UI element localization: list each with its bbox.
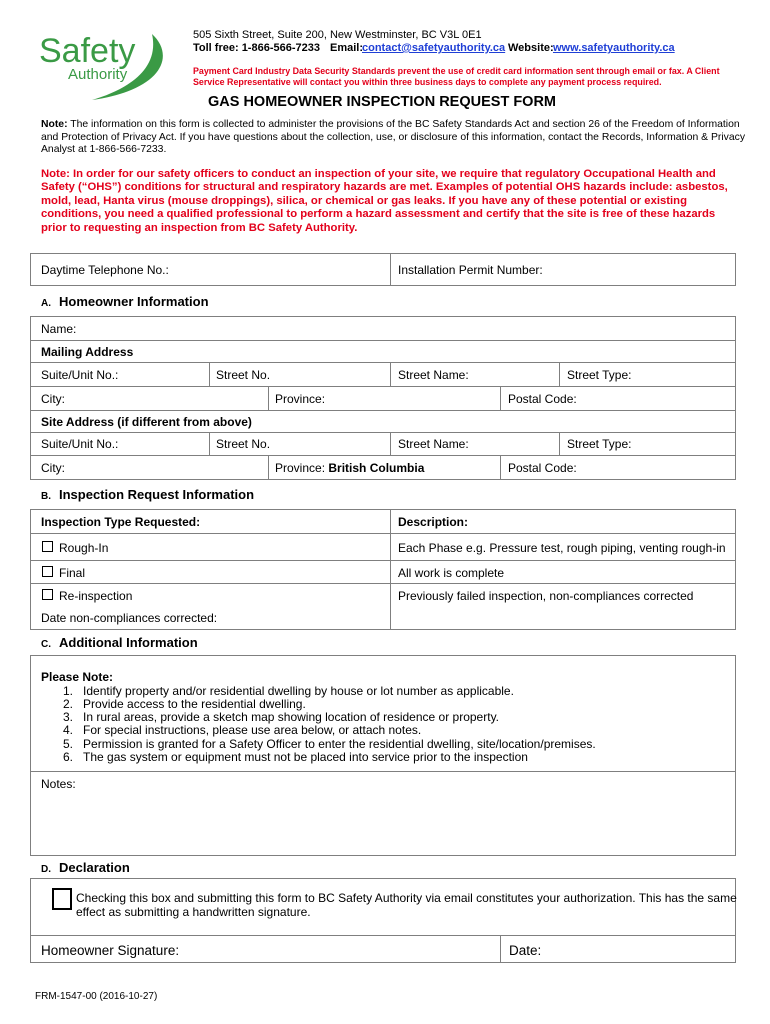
mailing-city-label[interactable]: City: <box>41 392 65 406</box>
privacy-note <box>41 119 746 157</box>
address-line: 505 Sixth Street, Suite 200, New Westminster, BC V3L 0E1 <box>193 29 482 41</box>
privacy-note-line2: and Protection of Privacy Act. If you have questions about the collection, use, or disclosure of this information, contact the Records, Information & Privacy <box>41 131 746 143</box>
declaration-checkbox[interactable] <box>52 888 72 910</box>
daytime-phone-field[interactable] <box>30 253 391 286</box>
section-b-title: Inspection Request Information <box>59 487 255 502</box>
notes-field-label[interactable]: Notes: <box>41 777 76 791</box>
site-province-field <box>275 461 424 475</box>
site-province-value: British Columbia <box>328 461 425 475</box>
site-street-no-label[interactable]: Street No. <box>216 437 271 451</box>
installation-permit-field[interactable] <box>390 253 736 286</box>
final-label: Final <box>59 566 86 580</box>
site-address-label: Site Address (if different from above) <box>41 415 252 429</box>
section-b-heading <box>41 487 254 502</box>
rough-in-description: Each Phase e.g. Pressure test, rough piping, venting rough-in <box>398 541 726 555</box>
section-d-letter: D. <box>41 864 51 875</box>
pci-notice-line1: Payment Card Industry Data Security Standards prevent the use of credit card information sent through email or fax. A Client <box>193 66 720 76</box>
rough-in-label: Rough-In <box>59 541 109 555</box>
ohs-note-line: Safety (“OHS”) conditions for structural and respiratory hazards are met. Examples of potential OHS hazards include: asbestos, <box>41 181 728 194</box>
ohs-note-line: mold, lead, Hanta virus (mouse droppings), silica, or chemical or gas leaks. If you have any of these potential or existing <box>41 194 687 207</box>
mailing-province-label[interactable]: Province: <box>275 392 326 406</box>
form-title: GAS HOMEOWNER INSPECTION REQUEST FORM <box>208 94 557 110</box>
site-postal-label[interactable]: Postal Code: <box>508 461 577 475</box>
mailing-street-type-label[interactable]: Street Type: <box>567 368 632 382</box>
section-c-letter: C. <box>41 639 51 650</box>
section-a-title: Homeowner Information <box>59 294 209 309</box>
section-a-letter: A. <box>41 298 51 309</box>
privacy-note-line1: The information on this form is collected to administer the provisions of the BC Safety Standards Act and section 26 of the Freedom of Information <box>67 119 740 130</box>
final-description: All work is complete <box>398 566 505 580</box>
site-street-type-label[interactable]: Street Type: <box>567 437 632 451</box>
mailing-postal-label[interactable]: Postal Code: <box>508 392 577 406</box>
site-street-name-label[interactable]: Street Name: <box>398 437 469 451</box>
installation-permit-label: Installation Permit Number: <box>398 263 543 277</box>
privacy-note-line3: Analyst at 1-866-566-7233. <box>41 144 167 155</box>
logo-word-authority: Authority <box>68 66 128 83</box>
ohs-note <box>41 168 741 235</box>
re-inspection-label: Re-inspection <box>59 589 133 603</box>
re-inspection-description: Previously failed inspection, non-compliances corrected <box>398 589 694 603</box>
mailing-street-no-label[interactable]: Street No. <box>216 368 271 382</box>
section-a-heading <box>41 294 209 309</box>
section-b-letter: B. <box>41 491 51 502</box>
section-d-heading <box>41 860 130 875</box>
note-item-5: 5. Permission is granted for a Safety Officer to enter the residential dwelling, site/location/premises. <box>63 737 596 751</box>
tollfree-line: Toll free: 1-866-566-7233 <box>193 42 320 54</box>
please-note-label: Please Note: <box>41 670 114 684</box>
ohs-note-line: Note: In order for our safety officers to conduct an inspection of your site, we require that regulatory Occupational Health and <box>41 168 716 180</box>
logo-word-safety: Safety <box>39 32 136 70</box>
pci-notice-line2: Service Representative will contact you within three business days to complete any payment process required. <box>193 77 662 87</box>
date-corrected-label[interactable]: Date non-compliances corrected: <box>41 611 218 625</box>
declaration-line1: Checking this box and submitting this form to BC Safety Authority via email constitutes your authorization. This has the same <box>76 891 737 905</box>
note-item-4: 4. For special instructions, please use area below, or attach notes. <box>63 723 422 737</box>
homeowner-signature-label[interactable]: Homeowner Signature: <box>41 943 180 958</box>
rough-in-checkbox[interactable] <box>42 541 53 552</box>
website-link[interactable]: www.safetyauthority.ca <box>553 42 675 54</box>
daytime-phone-label: Daytime Telephone No.: <box>41 263 169 277</box>
privacy-note-label: Note: <box>41 119 68 130</box>
mailing-street-name-label[interactable]: Street Name: <box>398 368 469 382</box>
site-suite-label[interactable]: Suite/Unit No.: <box>41 437 119 451</box>
note-item-6: 6. The gas system or equipment must not be placed into service prior to the inspection <box>63 750 528 764</box>
email-label: Email: <box>330 42 364 54</box>
section-c-title: Additional Information <box>59 635 198 650</box>
form-number: FRM-1547-00 (2016-10-27) <box>35 991 158 1002</box>
description-header: Description: <box>398 515 469 529</box>
declaration-line2: effect as submitting a handwritten signature. <box>76 905 311 919</box>
ohs-note-line: prior to requesting an inspection from BC Safety Authority. <box>41 221 358 234</box>
note-item-1: 1. Identify property and/or residential dwelling by house or lot number as applicable. <box>63 684 514 698</box>
ohs-note-line: conditions, you need a qualified professional to perform a hazard assessment and certify that the site is free of these hazards <box>41 208 716 221</box>
site-city-label[interactable]: City: <box>41 461 65 475</box>
note-item-2: 2. Provide access to the residential dwelling. <box>63 697 306 711</box>
final-checkbox[interactable] <box>42 566 53 577</box>
mailing-address-label: Mailing Address <box>41 345 134 359</box>
name-field-label[interactable]: Name: <box>41 322 77 336</box>
date-label[interactable]: Date: <box>509 943 542 958</box>
section-d-title: Declaration <box>59 860 130 875</box>
site-province-label: Province: <box>275 461 329 475</box>
re-inspection-checkbox[interactable] <box>42 589 53 600</box>
email-link[interactable]: contact@safetyauthority.ca <box>362 42 506 54</box>
section-c-heading <box>41 635 198 650</box>
inspection-type-header: Inspection Type Requested: <box>41 515 201 529</box>
note-item-3: 3. In rural areas, provide a sketch map showing location of residence or property. <box>63 710 500 724</box>
mailing-suite-label[interactable]: Suite/Unit No.: <box>41 368 119 382</box>
website-label: Website: <box>508 42 554 54</box>
safety-authority-logo <box>34 30 174 104</box>
